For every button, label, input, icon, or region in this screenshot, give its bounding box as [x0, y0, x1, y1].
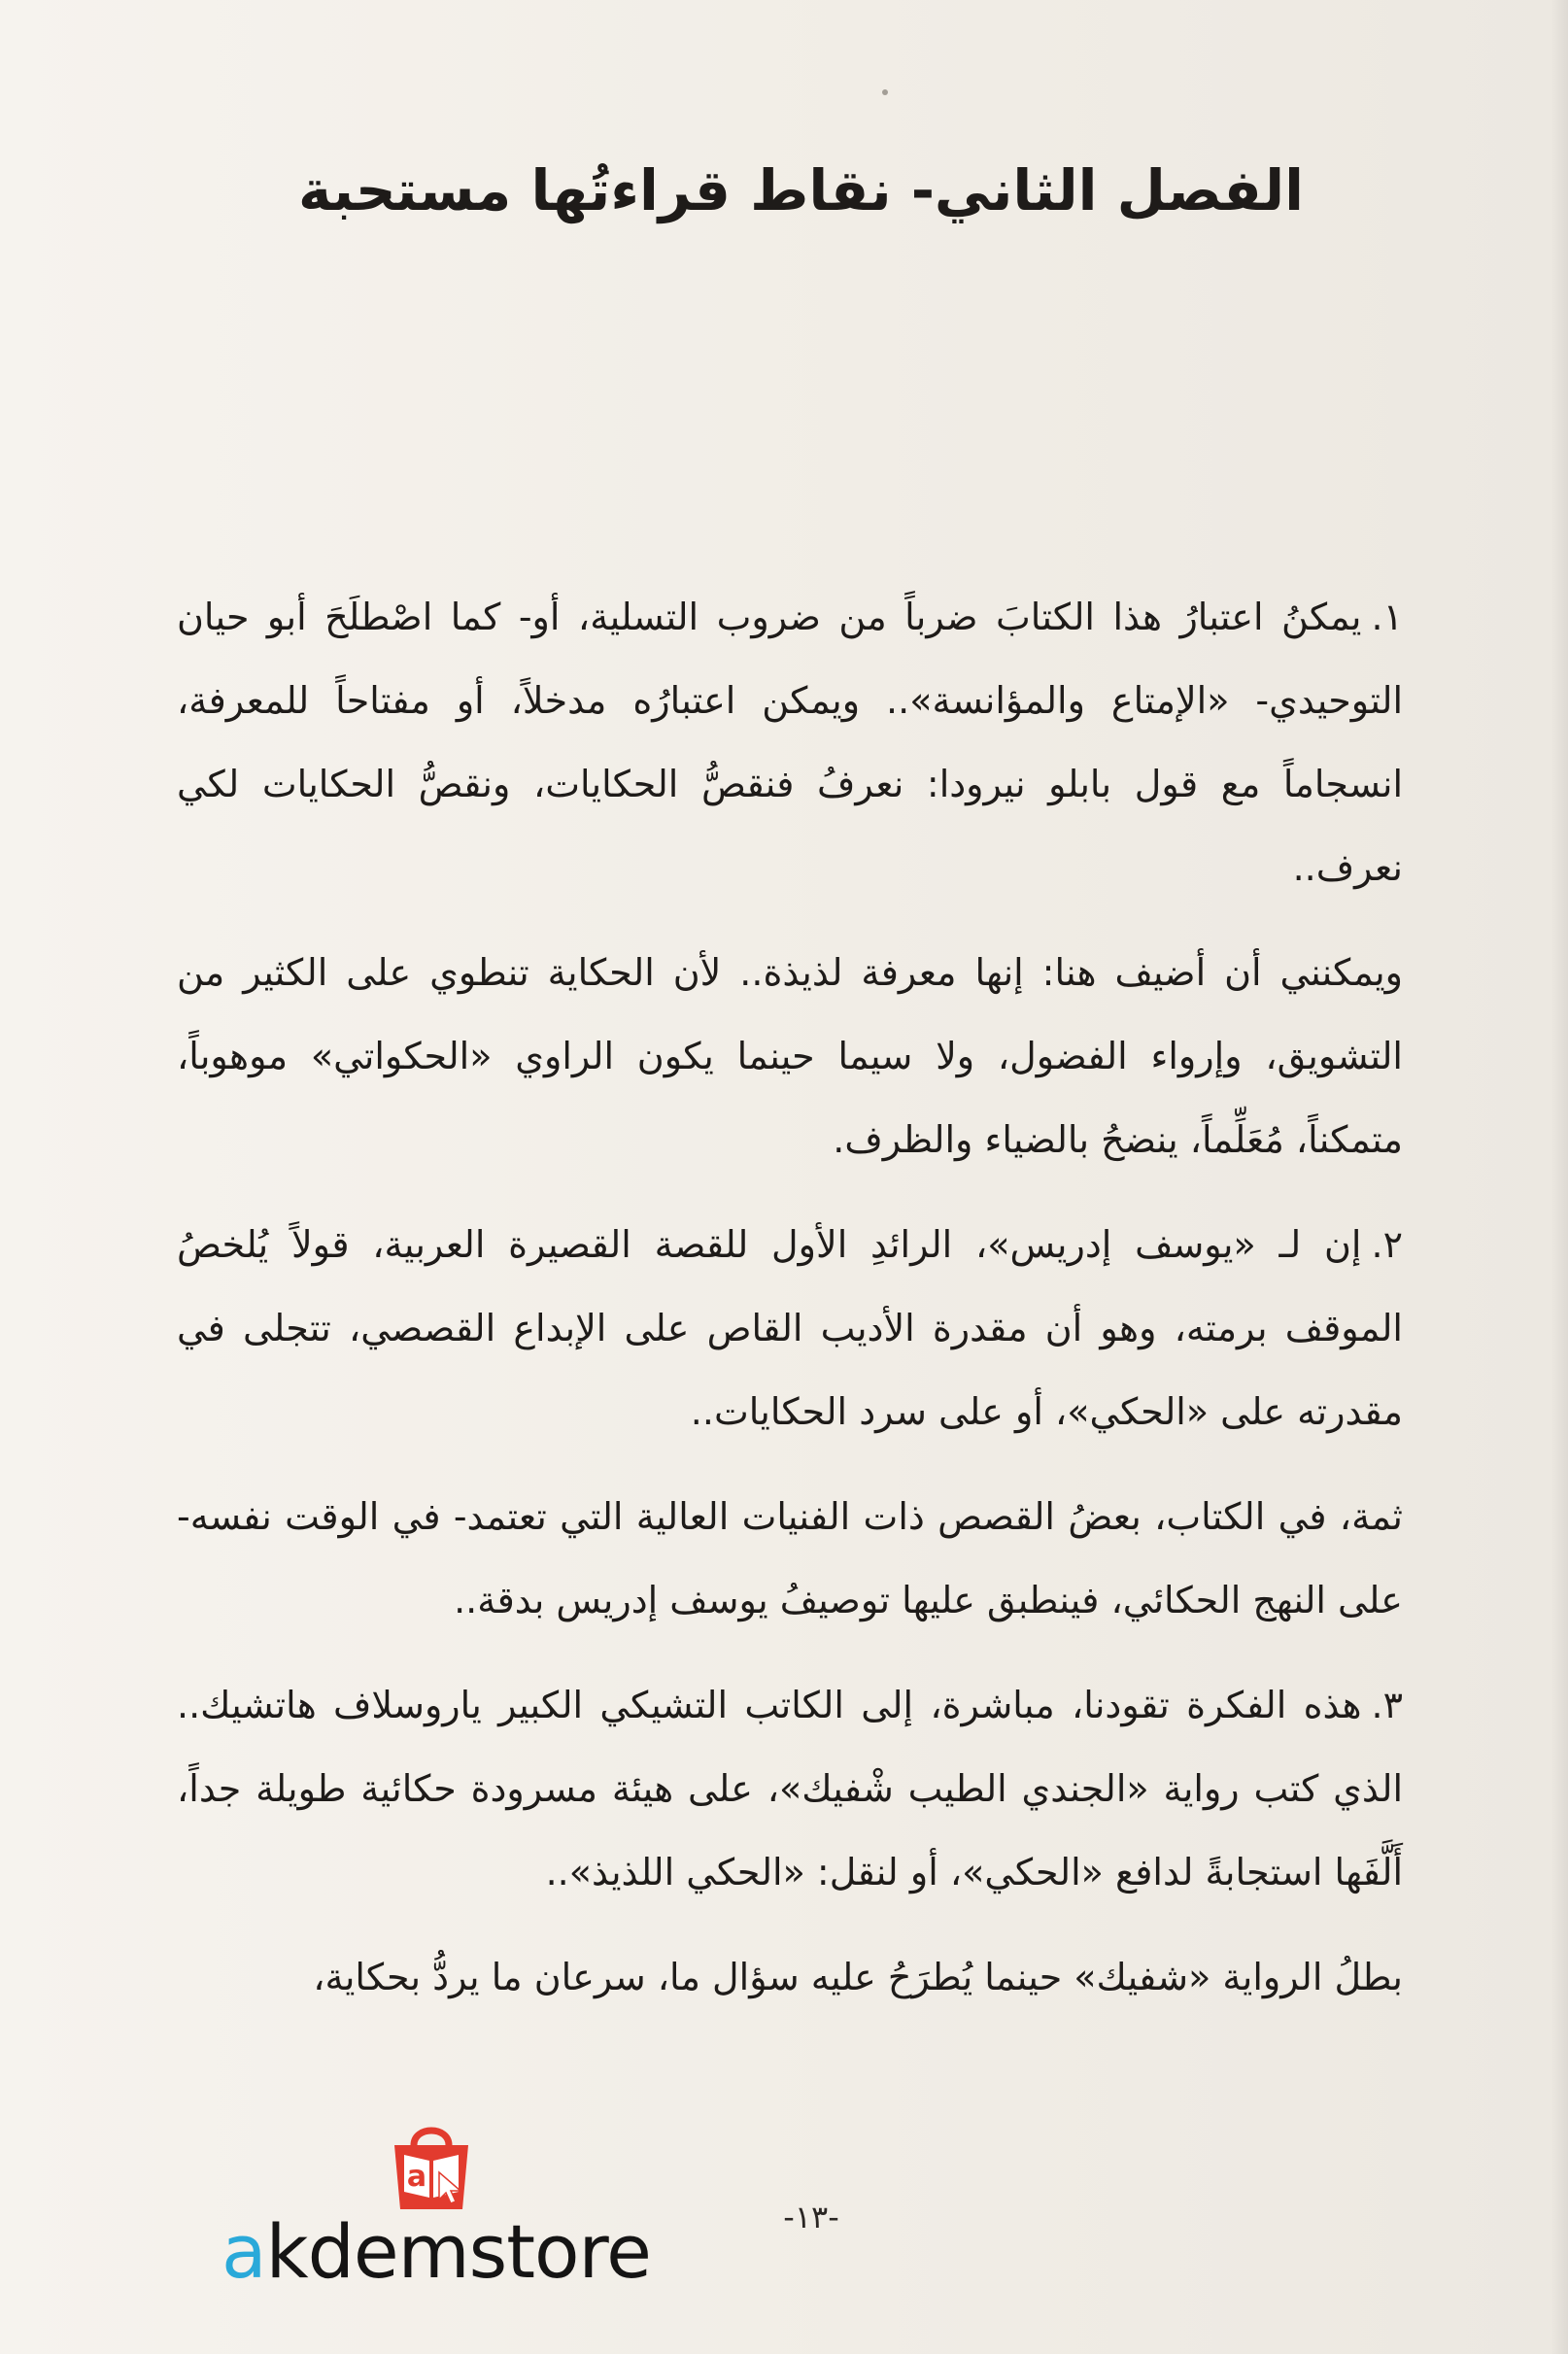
- paragraph-5: [177, 1663, 1403, 1914]
- page-body: [177, 575, 1403, 2040]
- paragraph-2: [177, 931, 1403, 1181]
- logo-icon-letter: a: [406, 2160, 427, 2194]
- list-number: ١.: [1371, 596, 1403, 638]
- watermark-accent-letter: a: [222, 2208, 266, 2295]
- paragraph-text: إن لـ «يوسف إدريس»، الرائدِ الأول للقصة القصيرة العربية، قولاً يُلخصُ الموقف برمته، وهو أن مقدرة الأديب القاص على الإبداع القصصي، تتجلى في مقدرته على «الحكي»، أو على سرد الحكايات..: [177, 1223, 1403, 1433]
- paragraph-3: [177, 1203, 1403, 1453]
- chapter-title: الفصل الثاني- نقاط قراءتُها مستحبة: [298, 157, 1304, 223]
- list-number: ٢.: [1371, 1223, 1403, 1266]
- store-watermark: [222, 2203, 688, 2301]
- paragraph-4: [177, 1475, 1403, 1642]
- paragraph-text: ويمكنني أن أضيف هنا: إنها معرفة لذيذة.. لأن الحكاية تنطوي على الكثير من التشويق، وإرواء الفضول، ولا سيما حينما يكون الراوي «الحكواتي» موهوباً، متمكناً، مُعَلِّماً، ينضحُ بالضياء والظرف.: [177, 951, 1403, 1161]
- paragraph-text: ثمة، في الكتاب، بعضُ القصص ذات الفنيات العالية التي تعتمد- في الوقت نفسه- على النهج الحكائي، فينطبق عليها توصيفُ يوسف إدريس بدقة..: [177, 1495, 1403, 1621]
- list-number: ٣.: [1371, 1684, 1403, 1726]
- paragraph-text: هذه الفكرة تقودنا، مباشرة، إلى الكاتب التشيكي الكبير ياروسلاف هاتشيك.. الذي كتب رواية «الجندي الطيب شْفيك»، على هيئة مسرودة حكائية طويلة جداً، أَلَّفَها استجابةً لدافع «الحكي»، أو لنقل: «الحكي اللذيذ»..: [177, 1684, 1403, 1893]
- paragraph-text: يمكنُ اعتبارُ هذا الكتابَ ضرباً من ضروب التسلية، أو- كما اصْطلَحَ أبو حيان التوحيدي- «الإمتاع والمؤانسة».. ويمكن اعتبارُه مدخلاً، أو مفتاحاً للمعرفة، انسجاماً مع قول بابلو نيرودا: نعرفُ فنقصُّ الحكايات، ونقصُّ الحكايات لكي نعرف..: [177, 596, 1403, 889]
- paragraph-1: [177, 575, 1403, 909]
- page-edge-shadow: [1551, 0, 1568, 2354]
- print-speck: [882, 89, 888, 95]
- shopping-bag-book-icon: [381, 2116, 482, 2217]
- paragraph-text: بطلُ الرواية «شفيك» حينما يُطرَحُ عليه سؤال ما، سرعان ما يردُّ بحكاية،: [313, 1956, 1403, 1998]
- page-number: -١٣-: [783, 2199, 839, 2235]
- watermark-brand-name: kdemstore: [265, 2208, 651, 2295]
- paragraph-6: [177, 1935, 1403, 2019]
